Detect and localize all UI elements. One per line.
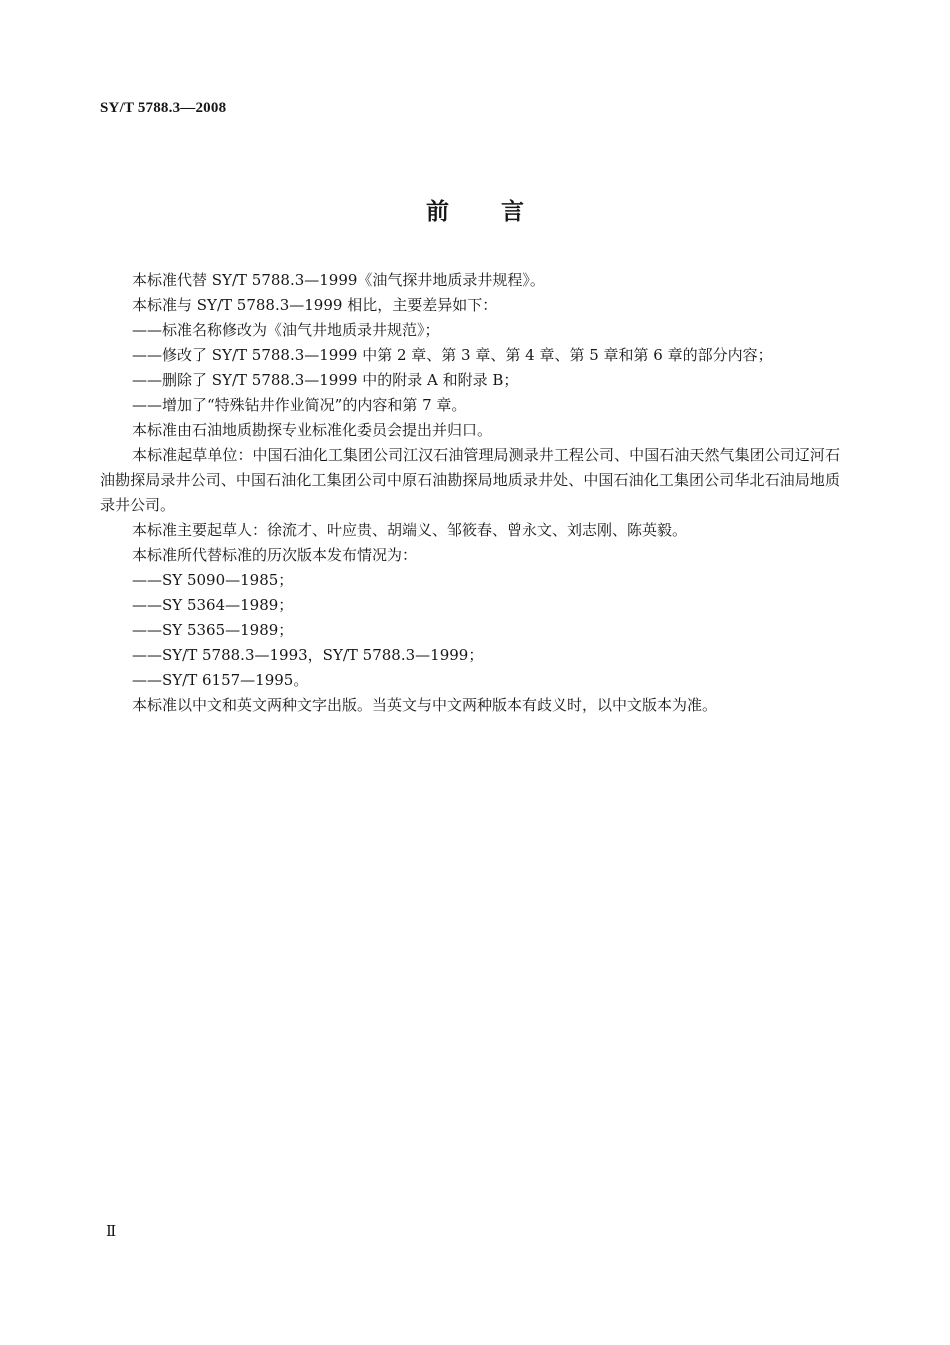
difference-item: ——增加了“特殊钻井作业简况”的内容和第 7 章。	[132, 396, 467, 414]
history-item: ——SY 5090—1985；	[132, 571, 294, 589]
difference-item: ——标准名称修改为《油气井地质录井规范》；	[132, 321, 440, 339]
history-intro: 本标准所代替标准的历次版本发布情况为：	[132, 546, 418, 564]
language-statement: 本标准以中文和英文两种文字出版。当英文与中文两种版本有歧义时，以中文版本为准。	[132, 696, 718, 714]
proposer-statement: 本标准由石油地质勘探专业标准化委员会提出并归口。	[132, 421, 493, 439]
drafting-units: 本标准起草单位：中国石油化工集团公司江汉石油管理局测录井工程公司、中国石油天然气集团公司辽河石油勘探局录井公司、中国石油化工集团公司中原石油勘探局地质录井处、中国石油化工集团公司华北石油局地质录井公司。	[100, 446, 840, 514]
difference-item: ——删除了 SY/T 5788.3—1999 中的附录 A 和附录 B；	[132, 371, 519, 389]
standard-code-header: SY/T 5788.3—2008	[100, 100, 227, 116]
history-item: ——SY/T 5788.3—1993，SY/T 5788.3—1999；	[132, 646, 484, 664]
history-item: ——SY/T 6157—1995。	[132, 671, 309, 689]
history-item: ——SY 5364—1989；	[132, 596, 294, 614]
history-item: ——SY 5365—1989；	[132, 621, 294, 639]
differences-intro: 本标准与 SY/T 5788.3—1999 相比，主要差异如下：	[132, 296, 498, 314]
foreword-body	[100, 268, 840, 718]
main-drafters: 本标准主要起草人：徐流才、叶应贵、胡端义、邹筱春、曾永文、刘志刚、陈英毅。	[132, 521, 688, 539]
page-title: 前言	[426, 199, 576, 225]
page-number: Ⅱ	[106, 1224, 117, 1240]
replacement-statement: 本标准代替 SY/T 5788.3—1999《油气探井地质录井规程》。	[132, 271, 545, 289]
difference-item: ——修改了 SY/T 5788.3—1999 中第 2 章、第 3 章、第 4 章、第 5 章和第 6 章的部分内容；	[132, 346, 773, 364]
